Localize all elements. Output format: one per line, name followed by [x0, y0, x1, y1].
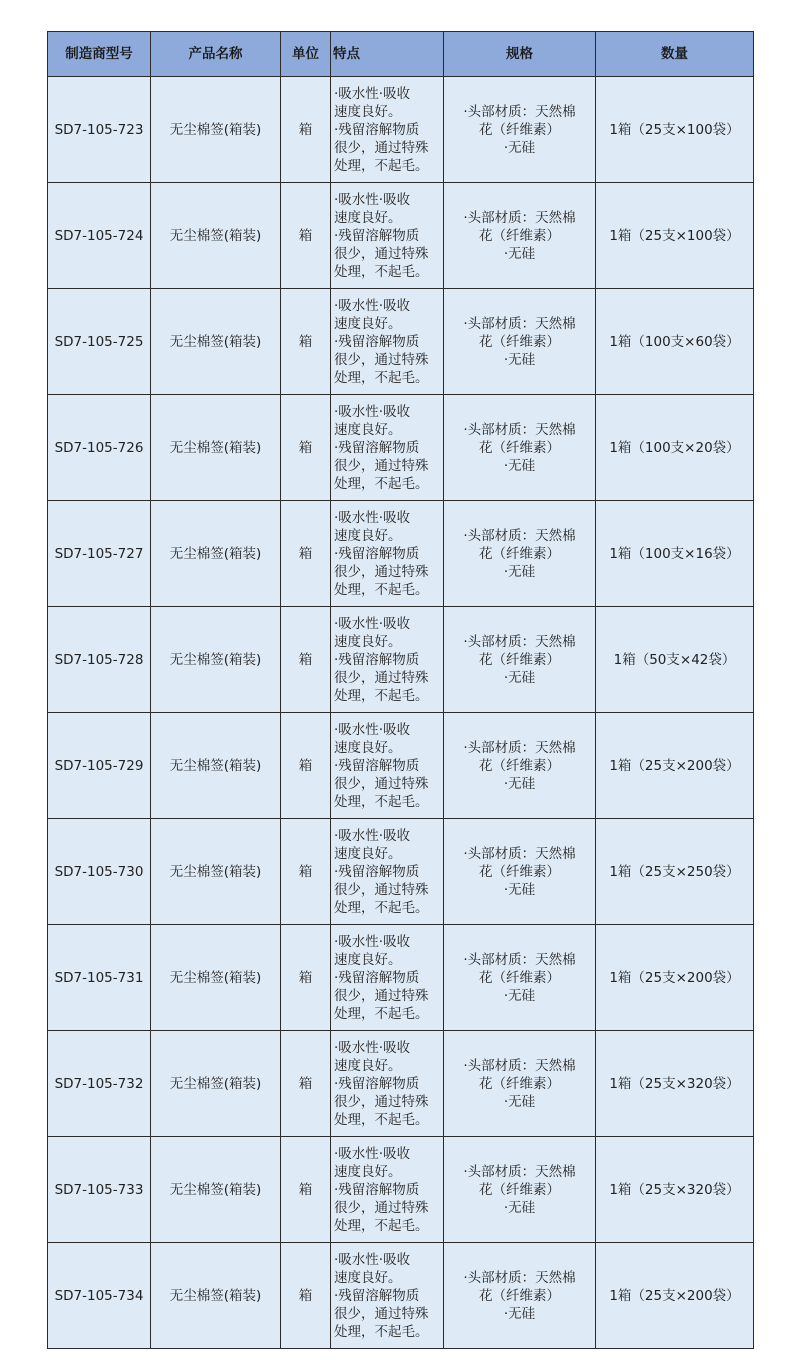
- cell-product-name: 无尘棉签(箱装): [151, 1137, 281, 1243]
- feature-line: 很少，通过特殊: [334, 1199, 429, 1216]
- cell-features: [331, 183, 444, 289]
- cell-unit: 箱: [281, 289, 331, 395]
- spec-line: ·头部材质：天然棉: [463, 845, 576, 862]
- header-name: 产品名称: [151, 32, 281, 77]
- cell-features: [331, 819, 444, 925]
- cell-unit: 箱: [281, 501, 331, 607]
- feature-line: 很少，通过特殊: [334, 139, 429, 156]
- cell-product-name: 无尘棉签(箱装): [151, 77, 281, 183]
- cell-unit: 箱: [281, 1137, 331, 1243]
- feature-line: 处理，不起毛。: [334, 581, 429, 598]
- cell-quantity: 1箱（25支×100袋）: [596, 77, 754, 183]
- feature-line: 很少，通过特殊: [334, 245, 429, 262]
- feature-line: ·残留溶解物质: [334, 651, 420, 668]
- feature-line: 很少，通过特殊: [334, 563, 429, 580]
- feature-line: ·残留溶解物质: [334, 969, 420, 986]
- feature-line: 处理，不起毛。: [334, 899, 429, 916]
- feature-line: 处理，不起毛。: [334, 1323, 429, 1340]
- cell-quantity: 1箱（100支×16袋）: [596, 501, 754, 607]
- spec-line: ·无硅: [503, 669, 536, 686]
- cell-product-name: 无尘棉签(箱装): [151, 183, 281, 289]
- cell-model: SD7-105-733: [48, 1137, 151, 1243]
- cell-spec: [444, 925, 596, 1031]
- table-body: [48, 77, 754, 1349]
- cell-features: [331, 1243, 444, 1349]
- feature-line: ·残留溶解物质: [334, 545, 420, 562]
- cell-quantity: 1箱（25支×200袋）: [596, 713, 754, 819]
- cell-spec: [444, 607, 596, 713]
- table-header-row: [48, 32, 754, 77]
- cell-spec: [444, 501, 596, 607]
- cell-model: SD7-105-725: [48, 289, 151, 395]
- cell-spec: [444, 183, 596, 289]
- cell-spec: [444, 1243, 596, 1349]
- cell-quantity: 1箱（25支×320袋）: [596, 1031, 754, 1137]
- feature-line: ·吸水性·吸收: [334, 721, 411, 738]
- feature-line: 速度良好。: [334, 103, 402, 120]
- cell-features: [331, 1137, 444, 1243]
- cell-spec: [444, 819, 596, 925]
- spec-line: ·头部材质：天然棉: [463, 315, 576, 332]
- feature-line: ·吸水性·吸收: [334, 297, 411, 314]
- cell-features: [331, 1031, 444, 1137]
- cell-spec: [444, 713, 596, 819]
- cell-product-name: 无尘棉签(箱装): [151, 1243, 281, 1349]
- feature-line: 很少，通过特殊: [334, 669, 429, 686]
- table-row: [48, 77, 754, 183]
- spec-line: ·无硅: [503, 457, 536, 474]
- spec-line: ·无硅: [503, 1305, 536, 1322]
- feature-line: 很少，通过特殊: [334, 881, 429, 898]
- cell-spec: [444, 395, 596, 501]
- feature-line: ·残留溶解物质: [334, 227, 420, 244]
- feature-line: 速度良好。: [334, 527, 402, 544]
- feature-line: ·残留溶解物质: [334, 1075, 420, 1092]
- spec-line: ·头部材质：天然棉: [463, 1269, 576, 1286]
- cell-product-name: 无尘棉签(箱装): [151, 1031, 281, 1137]
- cell-quantity: 1箱（25支×100袋）: [596, 183, 754, 289]
- cell-product-name: 无尘棉签(箱装): [151, 501, 281, 607]
- feature-line: 处理，不起毛。: [334, 687, 429, 704]
- cell-spec: [444, 77, 596, 183]
- spec-line: 花（纤维素）: [479, 1181, 560, 1198]
- feature-line: ·吸水性·吸收: [334, 403, 411, 420]
- spec-line: ·头部材质：天然棉: [463, 421, 576, 438]
- feature-line: 很少，通过特殊: [334, 1093, 429, 1110]
- feature-line: ·吸水性·吸收: [334, 1251, 411, 1268]
- feature-line: 处理，不起毛。: [334, 369, 429, 386]
- spec-line: ·头部材质：天然棉: [463, 1057, 576, 1074]
- cell-model: SD7-105-727: [48, 501, 151, 607]
- cell-quantity: 1箱（100支×20袋）: [596, 395, 754, 501]
- feature-line: ·残留溶解物质: [334, 439, 420, 456]
- cell-quantity: 1箱（25支×250袋）: [596, 819, 754, 925]
- feature-line: 很少，通过特殊: [334, 457, 429, 474]
- table-row: [48, 1031, 754, 1137]
- cell-model: SD7-105-732: [48, 1031, 151, 1137]
- header-features: 特点: [331, 32, 444, 77]
- spec-line: 花（纤维素）: [479, 121, 560, 138]
- table-row: [48, 289, 754, 395]
- cell-unit: 箱: [281, 1243, 331, 1349]
- feature-line: ·吸水性·吸收: [334, 85, 411, 102]
- spec-line: ·无硅: [503, 245, 536, 262]
- spec-line: ·头部材质：天然棉: [463, 103, 576, 120]
- table-row: [48, 183, 754, 289]
- cell-product-name: 无尘棉签(箱装): [151, 607, 281, 713]
- table-row: [48, 1137, 754, 1243]
- cell-unit: 箱: [281, 1031, 331, 1137]
- feature-line: ·残留溶解物质: [334, 333, 420, 350]
- feature-line: 速度良好。: [334, 1057, 402, 1074]
- feature-line: 处理，不起毛。: [334, 475, 429, 492]
- cell-quantity: 1箱（25支×320袋）: [596, 1137, 754, 1243]
- feature-line: 处理，不起毛。: [334, 1111, 429, 1128]
- cell-unit: 箱: [281, 183, 331, 289]
- cell-unit: 箱: [281, 713, 331, 819]
- feature-line: 速度良好。: [334, 951, 402, 968]
- cell-model: SD7-105-726: [48, 395, 151, 501]
- cell-quantity: 1箱（25支×200袋）: [596, 925, 754, 1031]
- feature-line: 处理，不起毛。: [334, 1005, 429, 1022]
- cell-features: [331, 607, 444, 713]
- cell-model: SD7-105-723: [48, 77, 151, 183]
- cell-spec: [444, 1031, 596, 1137]
- spec-line: 花（纤维素）: [479, 545, 560, 562]
- spec-line: ·头部材质：天然棉: [463, 1163, 576, 1180]
- feature-line: 速度良好。: [334, 739, 402, 756]
- table-row: [48, 713, 754, 819]
- cell-product-name: 无尘棉签(箱装): [151, 289, 281, 395]
- header-quantity: 数量: [596, 32, 754, 77]
- cell-features: [331, 501, 444, 607]
- table-row: [48, 925, 754, 1031]
- cell-model: SD7-105-729: [48, 713, 151, 819]
- feature-line: 很少，通过特殊: [334, 351, 429, 368]
- cell-product-name: 无尘棉签(箱装): [151, 713, 281, 819]
- cell-model: SD7-105-730: [48, 819, 151, 925]
- spec-line: ·无硅: [503, 775, 536, 792]
- spec-line: ·头部材质：天然棉: [463, 739, 576, 756]
- spec-line: ·无硅: [503, 1199, 536, 1216]
- cell-features: [331, 395, 444, 501]
- cell-model: SD7-105-724: [48, 183, 151, 289]
- spec-line: ·无硅: [503, 1093, 536, 1110]
- table-row: [48, 1243, 754, 1349]
- header-spec: 规格: [444, 32, 596, 77]
- feature-line: 速度良好。: [334, 1269, 402, 1286]
- cell-unit: 箱: [281, 819, 331, 925]
- cell-features: [331, 289, 444, 395]
- feature-line: ·残留溶解物质: [334, 1287, 420, 1304]
- cell-features: [331, 713, 444, 819]
- feature-line: ·残留溶解物质: [334, 757, 420, 774]
- cell-unit: 箱: [281, 607, 331, 713]
- cell-quantity: 1箱（100支×60袋）: [596, 289, 754, 395]
- feature-line: ·吸水性·吸收: [334, 191, 411, 208]
- feature-line: 很少，通过特殊: [334, 987, 429, 1004]
- spec-line: ·无硅: [503, 987, 536, 1004]
- feature-line: 很少，通过特殊: [334, 1305, 429, 1322]
- product-table-container: [47, 31, 754, 1349]
- feature-line: ·吸水性·吸收: [334, 933, 411, 950]
- spec-line: ·头部材质：天然棉: [463, 527, 576, 544]
- feature-line: ·吸水性·吸收: [334, 509, 411, 526]
- cell-features: [331, 925, 444, 1031]
- cell-quantity: 1箱（50支×42袋）: [596, 607, 754, 713]
- cell-features: [331, 77, 444, 183]
- feature-line: 处理，不起毛。: [334, 1217, 429, 1234]
- feature-line: ·残留溶解物质: [334, 863, 420, 880]
- spec-line: ·头部材质：天然棉: [463, 633, 576, 650]
- spec-line: ·头部材质：天然棉: [463, 209, 576, 226]
- cell-model: SD7-105-728: [48, 607, 151, 713]
- spec-line: ·无硅: [503, 139, 536, 156]
- feature-line: 处理，不起毛。: [334, 263, 429, 280]
- feature-line: 速度良好。: [334, 421, 402, 438]
- spec-line: 花（纤维素）: [479, 227, 560, 244]
- spec-line: 花（纤维素）: [479, 1075, 560, 1092]
- feature-line: ·吸水性·吸收: [334, 827, 411, 844]
- feature-line: ·吸水性·吸收: [334, 615, 411, 632]
- cell-product-name: 无尘棉签(箱装): [151, 925, 281, 1031]
- feature-line: 处理，不起毛。: [334, 793, 429, 810]
- cell-spec: [444, 289, 596, 395]
- table-row: [48, 819, 754, 925]
- feature-line: 速度良好。: [334, 315, 402, 332]
- spec-line: 花（纤维素）: [479, 1287, 560, 1304]
- cell-quantity: 1箱（25支×200袋）: [596, 1243, 754, 1349]
- cell-product-name: 无尘棉签(箱装): [151, 395, 281, 501]
- feature-line: 速度良好。: [334, 209, 402, 226]
- cell-model: SD7-105-731: [48, 925, 151, 1031]
- product-table: [47, 31, 754, 1349]
- header-unit: 单位: [281, 32, 331, 77]
- table-row: [48, 395, 754, 501]
- header-model: 制造商型号: [48, 32, 151, 77]
- spec-line: 花（纤维素）: [479, 969, 560, 986]
- spec-line: 花（纤维素）: [479, 439, 560, 456]
- cell-unit: 箱: [281, 395, 331, 501]
- feature-line: 速度良好。: [334, 845, 402, 862]
- feature-line: ·吸水性·吸收: [334, 1145, 411, 1162]
- feature-line: 速度良好。: [334, 633, 402, 650]
- cell-product-name: 无尘棉签(箱装): [151, 819, 281, 925]
- spec-line: 花（纤维素）: [479, 651, 560, 668]
- feature-line: 速度良好。: [334, 1163, 402, 1180]
- cell-unit: 箱: [281, 925, 331, 1031]
- spec-line: 花（纤维素）: [479, 863, 560, 880]
- feature-line: ·吸水性·吸收: [334, 1039, 411, 1056]
- spec-line: ·无硅: [503, 881, 536, 898]
- spec-line: ·头部材质：天然棉: [463, 951, 576, 968]
- feature-line: 很少，通过特殊: [334, 775, 429, 792]
- cell-model: SD7-105-734: [48, 1243, 151, 1349]
- spec-line: 花（纤维素）: [479, 333, 560, 350]
- spec-line: ·无硅: [503, 351, 536, 368]
- cell-unit: 箱: [281, 77, 331, 183]
- cell-spec: [444, 1137, 596, 1243]
- spec-line: ·无硅: [503, 563, 536, 580]
- table-row: [48, 607, 754, 713]
- feature-line: ·残留溶解物质: [334, 121, 420, 138]
- spec-line: 花（纤维素）: [479, 757, 560, 774]
- table-row: [48, 501, 754, 607]
- feature-line: 处理，不起毛。: [334, 157, 429, 174]
- feature-line: ·残留溶解物质: [334, 1181, 420, 1198]
